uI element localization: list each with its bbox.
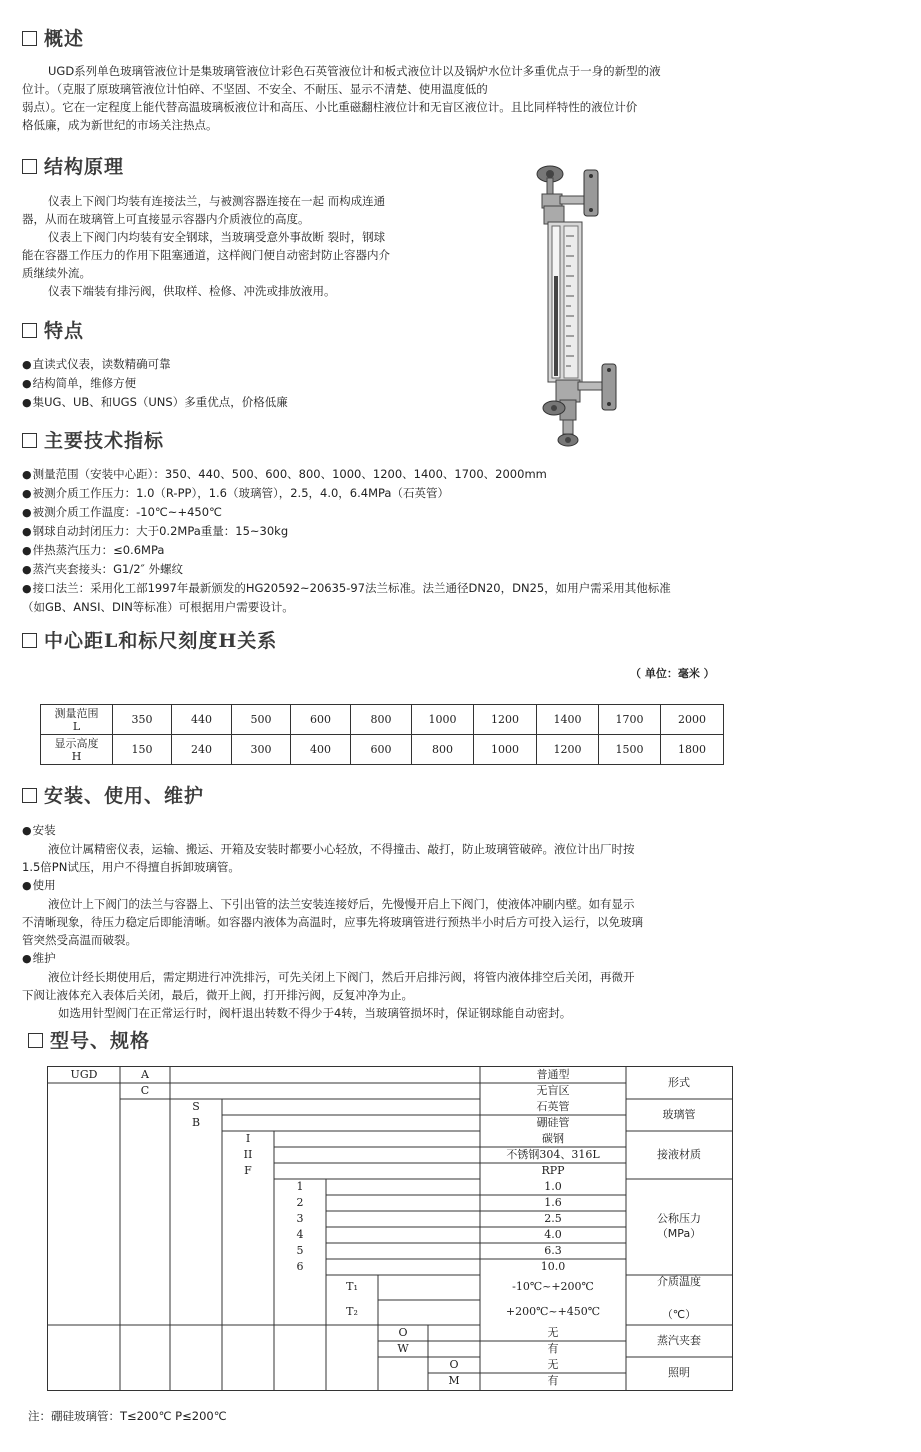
subheading-maintain: ● 维护 [22,949,732,968]
code-T2: T₂ [346,1305,358,1318]
code-M: M [448,1374,460,1387]
table-cell: 600 [351,735,412,765]
subheading-use: ● 使用 [22,876,732,895]
section-title-install: 安装、使用、维护 [22,781,204,808]
table-row [41,735,724,765]
level-gauge-image [530,156,640,456]
table-cell: 500 [232,705,291,735]
code-II: II [243,1148,253,1161]
text-line: 能在容器工作压力的作用下阻塞通道，这样阀门便自动密封防止容器内介 [22,248,390,262]
group-temp-a: 介质温度 [657,1275,701,1288]
text-line: 不清晰现象，待压力稳定后即能清晰。如容器内液体为高温时，应事先将玻璃管进行预热半小时后方可投入运行，以免玻璃 [22,915,643,929]
code-O-steam: O [398,1326,408,1339]
table-cell: 440 [172,705,232,735]
text-line: 液位计上下阀门的法兰与容器上、下引出管的法兰安装连接妤后，先慢慢开启上下阀门，使液体冲刷内壁。如有显示 [48,897,635,911]
desc-quartz: 石英管 [536,1100,570,1113]
group-temp-b: （℃） [661,1308,697,1321]
desc-boro: 硼硅管 [536,1116,570,1129]
features-list [22,355,288,412]
section-title-structure: 结构原理 [22,152,124,179]
row-header-H: 显示高度 H [41,735,113,765]
subheading-install: ● 安装 [22,821,732,840]
desc-steam-yes: 有 [547,1342,559,1355]
group-light: 照明 [668,1366,690,1379]
table-cell: 1500 [599,735,661,765]
text-line: 仪表上下阀门内均装有安全钢球，当玻璃受意外事故断 裂时，钢球 [48,230,386,244]
code-I: I [245,1132,251,1145]
table-cell: 150 [113,735,172,765]
code-p3: 3 [296,1212,304,1225]
code-S: S [192,1100,200,1113]
list-item: ● 直读式仪表，读数精确可靠 [22,355,288,374]
text-line: 格低廉，成为新世纪的市场关注热点。 [22,118,218,132]
table-cell: 600 [291,705,351,735]
desc-steam-none: 无 [547,1326,559,1339]
desc-p100: 10.0 [540,1260,566,1273]
group-form: 形式 [668,1076,690,1089]
list-item: ● 结构简单，维修方便 [22,374,288,393]
row-header-L: 测量范围 L [41,705,113,735]
checkbox-square-icon [22,633,37,648]
code-B: B [191,1116,201,1129]
install-section-body [22,821,732,1022]
list-item: ● 伴热蒸汽压力：≤0.6MPa [22,541,742,560]
desc-temp1: -10℃~+200℃ [512,1280,594,1293]
desc-p16: 1.6 [544,1196,562,1209]
overview-paragraph [22,62,732,134]
specs-list [22,465,742,616]
code-T1: T₁ [346,1280,358,1293]
relation-table [40,704,724,765]
checkbox-square-icon [28,1033,43,1048]
structure-paragraph [22,192,452,300]
list-item: ● 测量范围（安装中心距）：350、440、500、600、800、1000、1200、1400、1700、2000mm [22,465,742,484]
checkbox-square-icon [22,433,37,448]
table-cell: 2000 [661,705,724,735]
text-line: 液位计属精密仪表，运输、搬运、开箱及安装时都要小心轻放，不得撞击、敲打，防止玻璃管破碎。液位计出厂时按 [48,842,635,856]
list-item: ● 钢球自动封闭压力：大于0.2MPa重量：15~30kg [22,522,742,541]
section-title-overview: 概述 [22,24,84,51]
code-p6: 6 [296,1260,304,1273]
table-row [41,705,724,735]
text-line: 液位计经长期使用后，需定期进行冲洗排污，可先关闭上下阀门，然后开启排污阀，将管内液体排空后关闭，再微开 [48,970,635,984]
desc-p63: 6.3 [544,1244,562,1257]
table-cell: 800 [412,735,474,765]
desc-light-none: 无 [547,1358,559,1371]
table-cell: 800 [351,705,412,735]
text-line: 如选用针型阀门在正常运行时，阀杆退出转数不得少于4转，当玻璃管损坏时，保证钢球能自动密封。 [58,1006,572,1020]
desc-rpp: RPP [541,1164,565,1177]
text-line: 仪表上下阀门均装有连接法兰，与被测容器连接在一起 而构成连通 [48,194,386,208]
text-line: 弱点）。它在一定程度上能代替高温玻璃板液位计和高压、小比重磁翻柱液位计和无盲区液位计。且比同样特性的液位计价 [22,100,638,114]
section-title-relation: 中心距L和标尺刻度H关系 [22,626,277,653]
text-line: 下阀让液体充入表体后关闭，最后，微开上阀，打开排污阀，反复冲净为止。 [22,988,413,1002]
desc-light-yes: 有 [547,1374,559,1387]
table-cell: 240 [172,735,232,765]
text-line: 位计。（克服了原玻璃管液位计怕碎、不坚固、不安全、不耐压、显示不清楚、使用温度低的 [22,82,488,96]
code-ugd: UGD [70,1068,98,1081]
code-A: A [141,1068,149,1081]
list-item: ● 被测介质工作温度：-10℃~+450℃ [22,503,742,522]
group-pressure: 公称压力 （MPa） [656,1212,702,1240]
table-cell: 300 [232,735,291,765]
checkbox-square-icon [22,31,37,46]
table-cell: 1400 [537,705,599,735]
group-glass: 玻璃管 [662,1108,696,1121]
desc-p25: 2.5 [544,1212,562,1225]
checkbox-square-icon [22,323,37,338]
text-line: 仪表下端装有排污阀，供取样、检修、冲洗或排放液用。 [48,284,336,298]
table-cell: 400 [291,735,351,765]
group-material: 接液材质 [657,1148,701,1161]
list-item: ● 接口法兰：采用化工部1997年最新颁发的HG20592~20635-97法兰标准。法兰通径DN20，DN25，如用户需采用其他标准 [22,579,742,598]
section-title-model: 型号、规格 [28,1026,150,1053]
table-cell: 1800 [661,735,724,765]
desc-carbon-steel: 碳钢 [542,1132,564,1145]
desc-normal: 普通型 [536,1068,570,1081]
model-spec-table [47,1066,733,1391]
table-cell: 1200 [474,705,537,735]
code-F: F [244,1164,252,1177]
table-cell: 1000 [412,705,474,735]
table-cell: 350 [113,705,172,735]
section-title-specs: 主要技术指标 [22,426,164,453]
code-O-light: O [449,1358,459,1371]
desc-p40: 4.0 [544,1228,562,1241]
table-cell: 1200 [537,735,599,765]
list-item: ● 集UG、UB、和UGS（UNS）多重优点，价格低廉 [22,393,288,412]
footnote: 注：硼硅玻璃管：T≤200℃ P≤200℃ [28,1409,227,1423]
desc-noblind: 无盲区 [536,1084,570,1097]
text-line: 质继续外流。 [22,266,91,280]
code-p4: 4 [296,1228,304,1241]
list-item: ● 被测介质工作压力：1.0（R-PP），1.6（玻璃管），2.5，4.0，6.4MPa（石英管） [22,484,742,503]
list-item: ● 蒸汽夹套接头：G1/2″ 外螺纹 [22,560,742,579]
list-item-continuation: （如GB、ANSI、DIN等标准）可根据用户需要设计。 [22,600,294,614]
text-line: 1.5倍PN试压，用户不得擅自拆卸玻璃管。 [22,860,240,874]
code-C: C [140,1084,150,1097]
code-p2: 2 [296,1196,304,1209]
text-line: 器，从而在玻璃管上可直接显示容器内介质液位的高度。 [22,212,310,226]
desc-stainless: 不锈钢304、316L [506,1148,600,1161]
table-cell: 1700 [599,705,661,735]
code-p1: 1 [296,1180,304,1193]
table-cell: 1000 [474,735,537,765]
section-title-features: 特点 [22,316,84,343]
unit-label: （ 单位：毫米 ） [630,667,715,680]
checkbox-square-icon [22,159,37,174]
checkbox-square-icon [22,788,37,803]
desc-temp2: +200℃~+450℃ [505,1305,601,1318]
text-line: 管突然受高温而破裂。 [22,933,137,947]
group-steam: 蒸汽夹套 [657,1334,701,1347]
code-p5: 5 [296,1244,304,1257]
text-line: UGD系列单色玻璃管液位计是集玻璃管液位计彩色石英管液位计和板式液位计以及锅炉水位计多重优点于一身的新型的液 [48,64,661,78]
desc-p10: 1.0 [544,1180,562,1193]
code-W: W [397,1342,409,1355]
